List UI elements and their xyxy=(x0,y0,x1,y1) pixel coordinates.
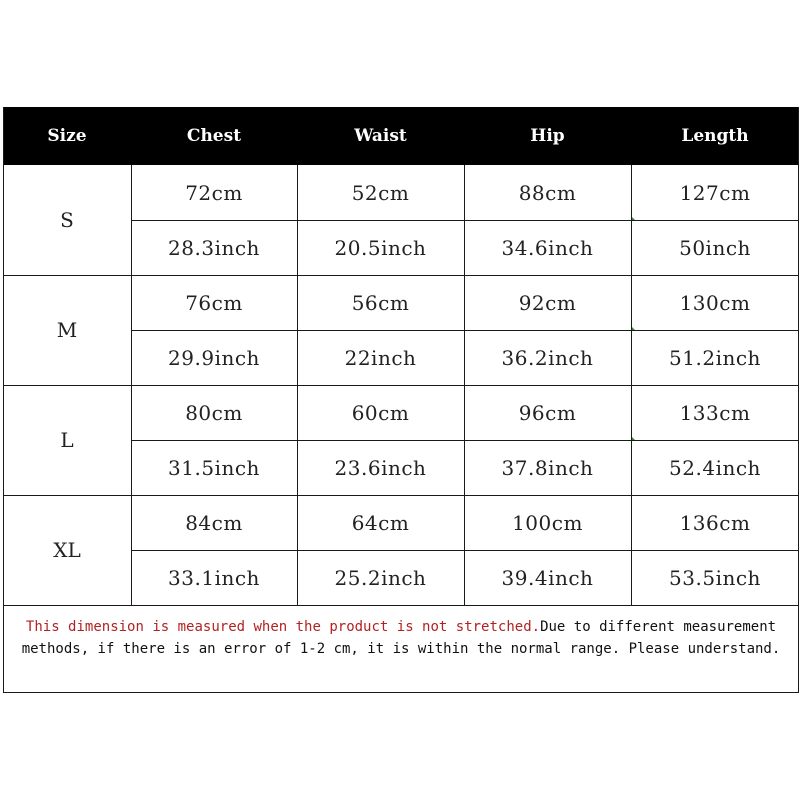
row-divider xyxy=(131,550,799,551)
measurement-cell: 52cm xyxy=(351,180,410,205)
row-divider xyxy=(131,440,799,441)
measurement-cell: 130cm xyxy=(679,290,751,315)
measurement-cell: 50inch xyxy=(679,235,751,260)
border-right xyxy=(798,107,799,693)
measurement-cell: 52.4inch xyxy=(669,455,761,480)
border-bottom xyxy=(3,692,799,693)
table-body xyxy=(3,165,799,603)
measurement-cell: 64cm xyxy=(351,510,410,535)
measurement-cell: 136cm xyxy=(679,510,751,535)
measurement-cell: 133cm xyxy=(679,400,751,425)
size-label: L xyxy=(60,428,74,452)
measurement-cell: 53.5inch xyxy=(669,565,761,590)
measurement-cell: 23.6inch xyxy=(334,455,427,480)
measurement-cell: 31.5inch xyxy=(168,455,260,480)
measurement-cell: 96cm xyxy=(518,400,577,425)
measurement-cell: 33.1inch xyxy=(168,565,260,590)
size-label: XL xyxy=(53,538,81,562)
header-length: Length xyxy=(681,126,749,146)
measurement-cell: 39.4inch xyxy=(501,565,594,590)
measurement-cell: 36.2inch xyxy=(501,345,594,370)
row-divider xyxy=(131,220,799,221)
column-divider xyxy=(131,165,132,605)
header-waist: Waist xyxy=(354,126,407,146)
measurement-cell: 22inch xyxy=(344,345,417,370)
measurement-cell: 20.5inch xyxy=(334,235,427,260)
measurement-cell: 100cm xyxy=(512,510,583,535)
measurement-cell: 60cm xyxy=(351,400,410,425)
measurement-cell: 34.6inch xyxy=(501,235,594,260)
measurement-cell: 28.3inch xyxy=(168,235,260,260)
column-divider xyxy=(297,165,298,605)
measurement-cell: 88cm xyxy=(518,180,577,205)
header-size: Size xyxy=(47,126,87,146)
measurement-cell: 84cm xyxy=(185,510,243,535)
size-chart xyxy=(3,107,799,693)
measurement-cell: 76cm xyxy=(185,290,243,315)
note-red-text: This dimension is measured when the product is not stretched. xyxy=(25,619,541,635)
size-label: S xyxy=(60,208,74,232)
header-hip: Hip xyxy=(530,126,565,146)
measurement-cell: 80cm xyxy=(185,400,243,425)
measurement-cell: 51.2inch xyxy=(669,345,761,370)
measurement-cell: 37.8inch xyxy=(501,455,594,480)
column-divider xyxy=(631,165,632,605)
measurement-cell: 25.2inch xyxy=(334,565,427,590)
measurement-cell: 29.9inch xyxy=(168,345,260,370)
row-divider xyxy=(131,330,799,331)
border-left xyxy=(3,107,4,693)
measurement-cell: 72cm xyxy=(185,180,243,205)
measurement-cell: 127cm xyxy=(679,180,751,205)
measurement-cell: 92cm xyxy=(518,290,577,315)
measurement-note xyxy=(3,603,799,693)
header-chest: Chest xyxy=(186,126,242,146)
table-header xyxy=(3,107,799,165)
note-black-text: Due to different measurement methods, if there is an error of 1-2 cm, it is within the normal range. Please understand. xyxy=(21,619,781,657)
size-label: M xyxy=(56,318,78,342)
column-divider xyxy=(464,165,465,605)
measurement-cell: 56cm xyxy=(351,290,410,315)
note-text xyxy=(9,617,793,660)
